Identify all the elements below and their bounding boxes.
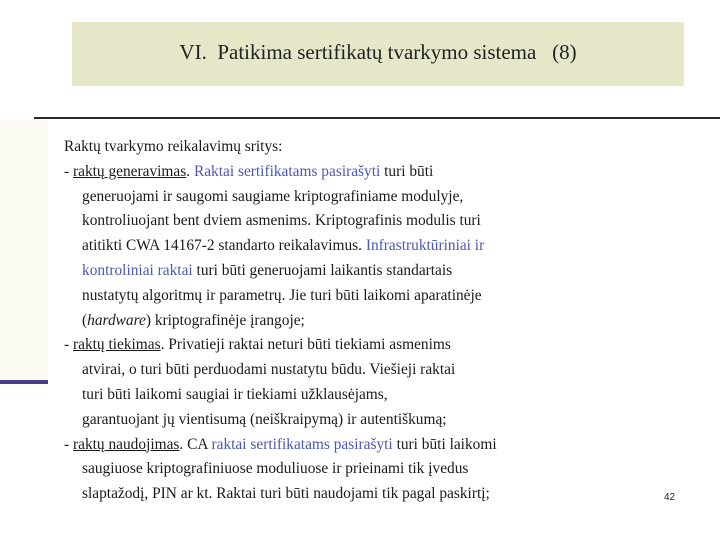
body-line (64, 234, 624, 259)
title-band (72, 22, 684, 86)
text-span: . Privatieji raktai neturi būti tiekiami asmenims (160, 336, 451, 354)
body-line: saugiuose kriptografiniuose moduliuose ir prieinami tik įvedus (82, 460, 469, 478)
page-number: 42 (664, 492, 676, 503)
text-span: turi būti (380, 162, 434, 180)
highlight-text: Infrastruktūriniai ir (365, 237, 485, 255)
body-line: atvirai, o turi būti perduodami nustatytu būdu. Viešieji raktai (82, 361, 456, 379)
slide-title: VI. Patikima sertifikatų tvarkymo sistema (8) (179, 40, 577, 64)
text-span: turi būti generuojami laikantis standartais (192, 261, 453, 279)
term-supply: raktų tiekimas (72, 336, 161, 354)
bullet-dash: - (64, 336, 73, 354)
body-line (64, 333, 624, 358)
slide-body (64, 135, 624, 507)
title-divider (34, 117, 720, 119)
bullet-dash: - (64, 162, 73, 180)
left-accent-panel (0, 119, 48, 387)
body-line: turi būti laikomi saugiai ir tiekiami užklausėjams, (82, 385, 388, 403)
body-line: nustatytų algoritmų ir parametrų. Jie turi būti laikomi aparatinėje (82, 286, 482, 304)
text-span: . (186, 162, 194, 180)
text-span: turi būti laikomi (392, 435, 497, 453)
intro-text: Raktų tvarkymo reikalavimų sritys: (64, 138, 283, 155)
highlight-text: kontroliniai raktai (82, 261, 193, 279)
body-line (64, 160, 624, 185)
body-line (64, 259, 624, 284)
body-line: garantuojant jų vientisumą (neiškraipymą) ir autentiškumą; (82, 410, 447, 428)
text-span: atitikti CWA 14167-2 standarto reikalavimus. (82, 237, 366, 255)
highlight-text: raktai sertifikatams pasirašyti (211, 435, 393, 453)
body-line: kontroliuojant bent dviem asmenims. Kriptografinis modulis turi (82, 212, 481, 230)
left-accent-rule (0, 380, 48, 384)
text-span: . CA (179, 435, 212, 453)
body-line (64, 309, 624, 334)
bullet-dash: - (64, 435, 73, 453)
text-span: ) kriptografinėje įrangoje; (145, 311, 305, 329)
italic-term: hardware (87, 311, 146, 329)
term-usage: raktų naudojimas (72, 435, 180, 453)
highlight-text: Raktai sertifikatams pasirašyti (193, 162, 381, 180)
body-line: generuojami ir saugomi saugiame kriptografiniame modulyje, (82, 187, 464, 205)
body-line (64, 135, 624, 160)
body-line (64, 433, 624, 458)
text-span: ( (82, 311, 88, 329)
body-line: slaptažodį, PIN ar kt. Raktai turi būti naudojami tik pagal paskirtį; (82, 485, 490, 503)
term-generation: raktų generavimas (72, 162, 187, 180)
